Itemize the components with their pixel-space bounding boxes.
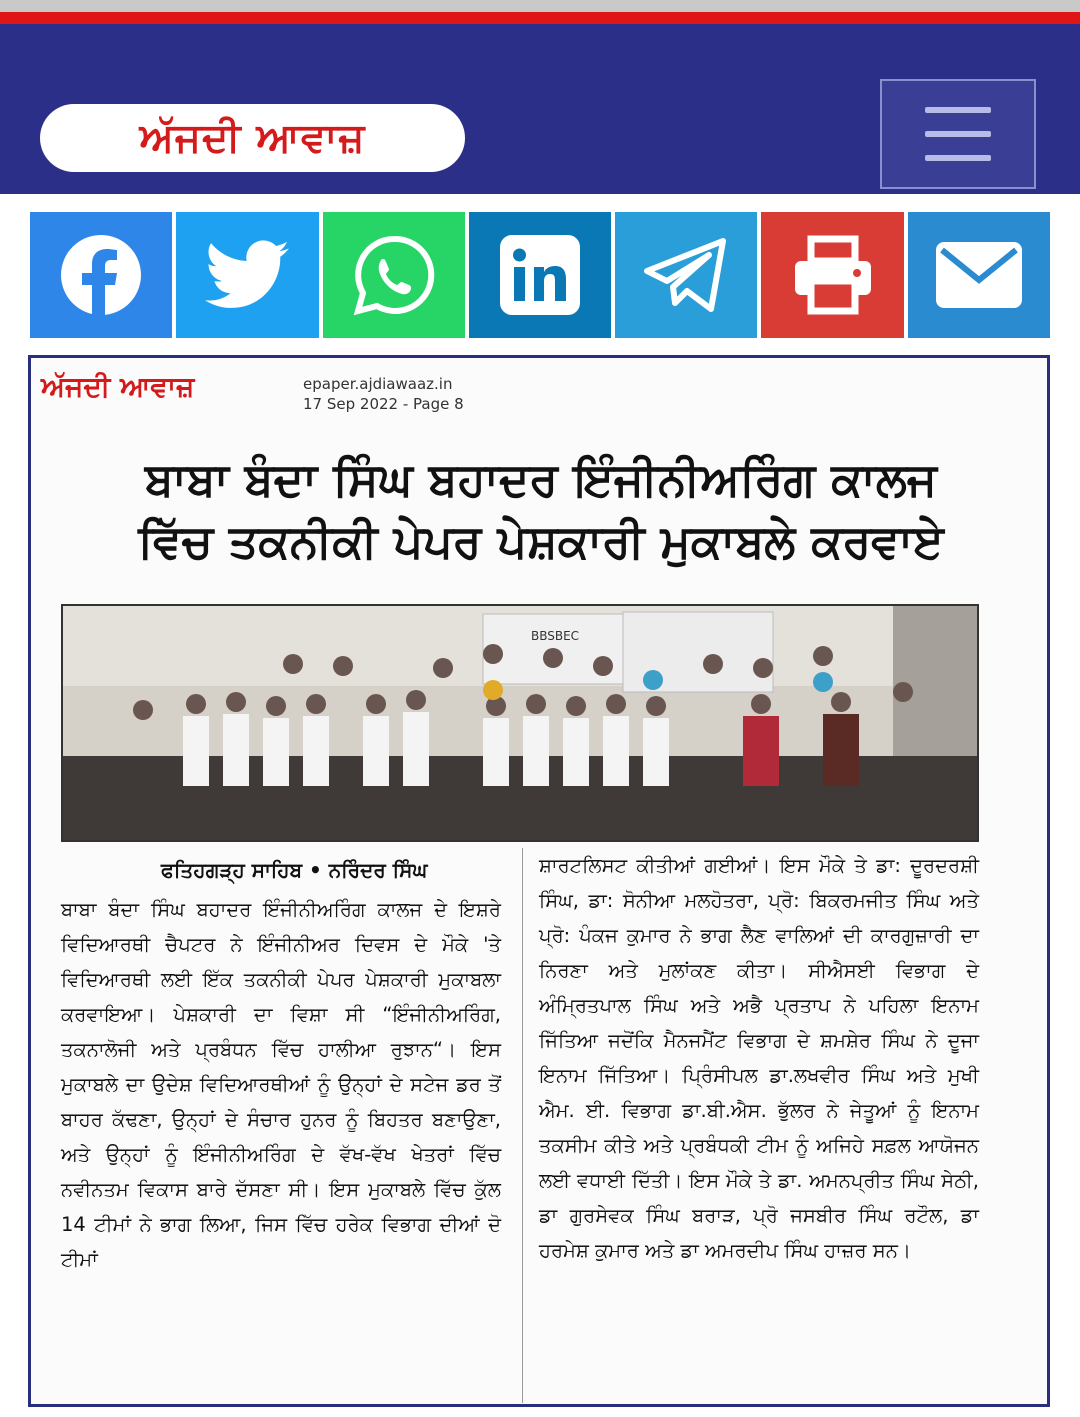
telegram-icon — [643, 237, 729, 313]
site-header — [0, 24, 1080, 194]
group-photo — [61, 604, 979, 842]
column-divider — [522, 848, 523, 1403]
share-linkedin-button[interactable] — [469, 212, 611, 338]
share-telegram-button[interactable] — [615, 212, 757, 338]
whatsapp-icon — [352, 233, 436, 317]
facebook-icon — [59, 233, 143, 317]
headline-line-1: ਬਾਬਾ ਬੰਦਾ ਸਿੰਘ ਬਹਾਦਰ ਇੰਜੀਨੀਅਰਿੰਗ ਕਾਲਜ — [145, 452, 937, 506]
site-logo[interactable] — [40, 104, 465, 172]
headline-line-2: ਵਿੱਚ ਤਕਨੀਕੀ ਪੇਪਰ ਪੇਸ਼ਕਾਰੀ ਮੁਕਾਬਲੇ ਕਰਵਾਏ — [138, 514, 944, 568]
linkedin-icon — [498, 233, 582, 317]
article-body-right: ਸ਼ਾਰਟਲਿਸਟ ਕੀਤੀਆਂ ਗਈਆਂ। ਇਸ ਮੌਕੇ ਤੇ ਡਾ: ਦੂਰਦਰਸ਼ੀ ਸਿੰਘ, ਡਾ: ਸੋਨੀਆ ਮਲਹੋਤਰਾ, ਪ੍ਰੋ: ਬਿਕਰਮਜੀਤ ਸਿੰਘ ਅਤੇ ਪ੍ਰੋ: ਪੰਕਜ ਕੁਮਾਰ ਨੇ ਭਾਗ ਲੈਣ ਵਾਲਿਆਂ ਦੀ ਕਾਰਗੁਜ਼ਾਰੀ ਦਾ ਨਿਰਣਾ ਅਤੇ ਮੁਲਾਂਕਣ ਕੀਤਾ। ਸੀਐਸਈ ਵਿਭਾਗ ਦੇ ਅੰਮ੍ਰਿਤਪਾਲ ਸਿੰਘ ਅਤੇ ਅਭੈ ਪ੍ਰਤਾਪ ਨੇ ਪਹਿਲਾ ਇਨਾਮ ਜਿੱਤਿਆ ਜਦੋਂਕਿ ਮੈਨਜਮੈਂਟ ਵਿਭਾਗ ਦੇ ਸ਼ਮਸ਼ੇਰ ਸਿੰਘ ਨੇ ਦੂਜਾ ਇਨਾਮ ਜਿੱਤਿਆ। ਪ੍ਰਿੰਸੀਪਲ ਡਾ.ਲਖਵੀਰ ਸਿੰਘ ਅਤੇ ਮੁਖੀ ਐਮ. ਈ. ਵਿਭਾਗ ਡਾ.ਬੀ.ਐਸ. ਭੁੱਲਰ ਨੇ ਜੇਤੂਆਂ ਨੂੰ ਇਨਾਮ ਤਕਸੀਮ ਕੀਤੇ ਅਤੇ ਪ੍ਰਬੰਧਕੀ ਟੀਮ ਨੂੰ ਅਜਿਹੇ ਸਫ਼ਲ ਆਯੋਜਨ ਲਈ ਵਧਾਈ ਦਿੱਤੀ। ਇਸ ਮੌਕੇ ਤੇ ਡਾ. ਅਮਨਪ੍ਰੀਤ ਸਿੰਘ ਸੇਠੀ, ਡਾ ਗੁਰਸੇਵਕ ਸਿੰਘ ਬਰਾੜ, ਪ੍ਰੋ ਜਸਬੀਰ ਸਿੰਘ ਰਟੌਲ, ਡਾ ਹਰਮੇਸ਼ ਕੁਮਾਰ ਅਤੇ ਡਾ ਅਮਰਦੀਪ ਸਿੰਘ ਹਾਜ਼ਰ ਸਨ। — [539, 854, 979, 1262]
menu-button[interactable] — [880, 79, 1036, 189]
epaper-clipping — [28, 355, 1050, 1407]
clipping-source — [303, 374, 464, 414]
mail-icon — [936, 242, 1022, 308]
clipping-logo: ਅੱਜਦੀ ਆਵਾਜ਼ — [41, 370, 195, 403]
twitter-icon — [204, 240, 290, 310]
share-whatsapp-button[interactable] — [323, 212, 465, 338]
photo-banner-text: BBSBEC — [531, 629, 580, 643]
article-body-left: ਬਾਬਾ ਬੰਦਾ ਸਿੰਘ ਬਹਾਦਰ ਇੰਜੀਨੀਅਰਿੰਗ ਕਾਲਜ ਦੇ ਇਸ਼ਰੇ ਵਿਦਿਆਰਥੀ ਚੈਪਟਰ ਨੇ ਇੰਜੀਨੀਅਰ ਦਿਵਸ ਦੇ ਮੌਕੇ 'ਤੇ ਵਿਦਿਆਰਥੀ ਲਈ ਇੱਕ ਤਕਨੀਕੀ ਪੇਪਰ ਪੇਸ਼ਕਾਰੀ ਮੁਕਾਬਲਾ ਕਰਵਾਇਆ। ਪੇਸ਼ਕਾਰੀ ਦਾ ਵਿਸ਼ਾ ਸੀ “ਇੰਜੀਨੀਅਰਿੰਗ, ਤਕਨਾਲੋਜੀ ਅਤੇ ਪ੍ਰਬੰਧਨ ਵਿੱਚ ਹਾਲੀਆ ਰੁਝਾਨ“। ਇਸ ਮੁਕਾਬਲੇ ਦਾ ਉਦੇਸ਼ ਵਿਦਿਆਰਥੀਆਂ ਨੂੰ ਉਨ੍ਹਾਂ ਦੇ ਸਟੇਜ ਡਰ ਤੋਂ ਬਾਹਰ ਕੱਢਣਾ, ਉਨ੍ਹਾਂ ਦੇ ਸੰਚਾਰ ਹੁਨਰ ਨੂੰ ਬਿਹਤਰ ਬਣਾਉਣਾ, ਅਤੇ ਉਨ੍ਹਾਂ ਨੂੰ ਇੰਜੀਨੀਅਰਿੰਗ ਦੇ ਵੱਖ-ਵੱਖ ਖੇਤਰਾਂ ਵਿੱਚ ਨਵੀਨਤਮ ਵਿਕਾਸ ਬਾਰੇ ਦੱਸਣਾ ਸੀ। ਇਸ ਮੁਕਾਬਲੇ ਵਿੱਚ ਕੁੱਲ 14 ਟੀਮਾਂ ਨੇ ਭਾਗ ਲਿਆ, ਜਿਸ ਵਿੱਚ ਹਰੇਕ ਵਿਭਾਗ ਦੀਆਂ ਦੋ ਟੀਮਾਂ — [61, 898, 501, 1271]
article-byline: ਫਤਿਹਗੜ੍ਹ ਸਾਹਿਬ • ਨਰਿੰਦਰ ਸਿੰਘ — [161, 858, 428, 882]
clipping-site: epaper.ajdiawaaz.in — [303, 375, 453, 393]
share-twitter-button[interactable] — [176, 212, 318, 338]
share-bar — [30, 212, 1050, 338]
browser-top-strip — [0, 0, 1080, 12]
print-icon — [791, 233, 875, 317]
clipping-date-page: 17 Sep 2022 - Page 8 — [303, 395, 464, 413]
share-email-button[interactable] — [908, 212, 1050, 338]
share-print-button[interactable] — [761, 212, 903, 338]
logo-text: ਅੱਜਦੀ ਆਵਾਜ਼ — [139, 115, 366, 161]
red-rule — [0, 12, 1080, 24]
group-photo-image — [63, 606, 977, 840]
hamburger-icon — [925, 107, 991, 113]
share-facebook-button[interactable] — [30, 212, 172, 338]
article-headline — [51, 448, 1031, 572]
